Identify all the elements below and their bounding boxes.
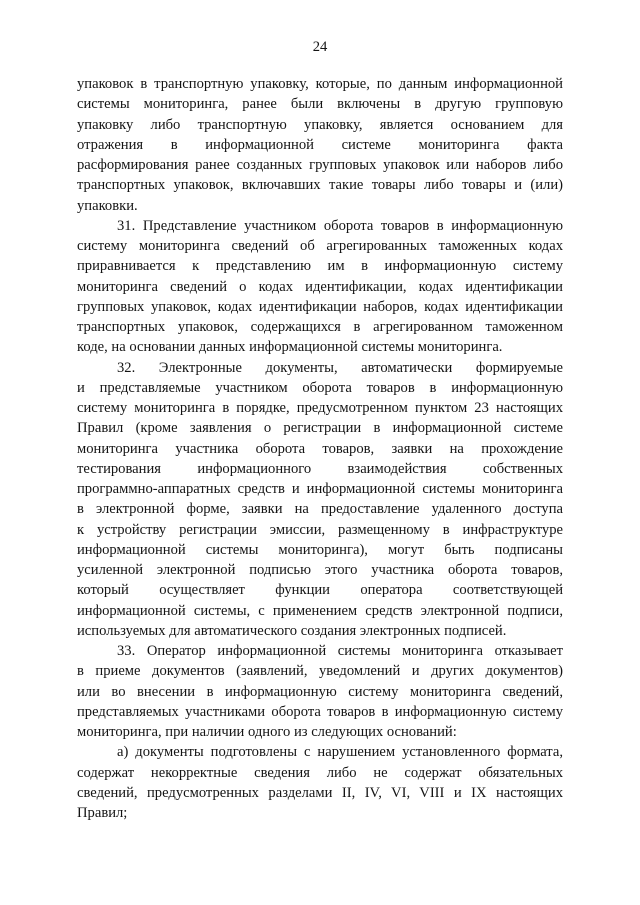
text-line: содержат некорректные сведения либо не содержат обязательных (77, 764, 563, 781)
text-line: который осуществляет функции оператора соответствующей (77, 582, 563, 599)
text-line: к устройству регистрации эмиссии, размещенному в инфраструктуре (77, 521, 563, 538)
page-number: 24 (312, 39, 328, 55)
paragraph-31 (77, 216, 563, 358)
text-line: 33. Оператор информационной системы мониторинга отказывает (117, 643, 563, 659)
text-line: используемых для автоматического создания электронных подписей. (77, 622, 507, 639)
text-line: информационной системы, с применением средств электронной подписи, (77, 602, 563, 619)
text-line: представляемых участниками оборота товаров в информационную систему (77, 703, 563, 720)
paragraph-33 (77, 641, 563, 742)
text-line: Правил (кроме заявления о регистрации в информационной системе (77, 420, 563, 437)
text-line: Правил; (77, 805, 128, 821)
text-line: программно-аппаратных средств и информационной системы мониторинга (77, 481, 563, 497)
text-line: систему мониторинга сведений об агрегированных таможенных кодах (77, 238, 563, 254)
text-line: а) документы подготовлены с нарушением установленного формата, (117, 744, 563, 761)
text-line: сведений, предусмотренных разделами II, IV, VI, VIII и IX настоящих (77, 784, 563, 801)
paragraph-32 (77, 358, 563, 642)
text-line: системы мониторинга, ранее были включены в другую групповую (77, 96, 563, 113)
text-line: или во внесении в информационную систему мониторинга сведений, (77, 683, 563, 700)
paragraph-33-a (77, 742, 563, 823)
text-line: мониторинга, при наличии одного из следующих оснований: (77, 724, 457, 740)
paragraph-continuation (77, 74, 563, 216)
text-line: упаковки. (77, 197, 138, 214)
text-line: тестирования информационного взаимодействия собственных (77, 460, 563, 477)
text-line: в приеме документов (заявлений, уведомлений и других документов) (77, 663, 563, 680)
text-line: 32. Электронные документы, автоматически формируемые (117, 359, 563, 376)
text-line: транспортных упаковок, содержащихся в агрегированном таможенном (77, 319, 563, 335)
text-line: и представляемые участником оборота товаров в информационную (77, 379, 563, 396)
text-line: упаковку либо транспортную упаковку, является основанием для (77, 116, 563, 133)
text-line: 31. Представление участником оборота товаров в информационную (117, 217, 563, 234)
text-line: мониторинга участника оборота товаров, заявки на прохождение (77, 440, 563, 457)
text-line: приравнивается к представлению им в информационную систему (77, 258, 563, 275)
body-text (77, 74, 563, 823)
text-line: систему мониторинга в порядке, предусмотренном пунктом 23 настоящих (77, 400, 563, 416)
text-line: коде, на основании данных информационной системы мониторинга. (77, 339, 503, 356)
text-line: отражения в информационной системе мониторинга факта (77, 136, 563, 153)
text-line: в электронной форме, заявки на предоставление удаленного доступа (77, 501, 563, 518)
text-line: групповых упаковок, кодах идентификации наборов, кодах идентификации (77, 298, 563, 315)
text-line: мониторинга сведений о кодах идентификации, кодах идентификации (77, 278, 563, 295)
text-line: расформирования ранее созданных групповых упаковок или наборов либо (77, 157, 563, 173)
text-line: транспортных упаковок, включавших такие товары либо товары и (или) (77, 177, 563, 194)
text-line: усиленной электронной подписью этого участника оборота товаров, (77, 562, 563, 578)
text-line: упаковок в транспортную упаковку, которые, по данным информационной (77, 76, 563, 92)
text-line: информационной системы мониторинга), могут быть подписаны (77, 541, 563, 558)
